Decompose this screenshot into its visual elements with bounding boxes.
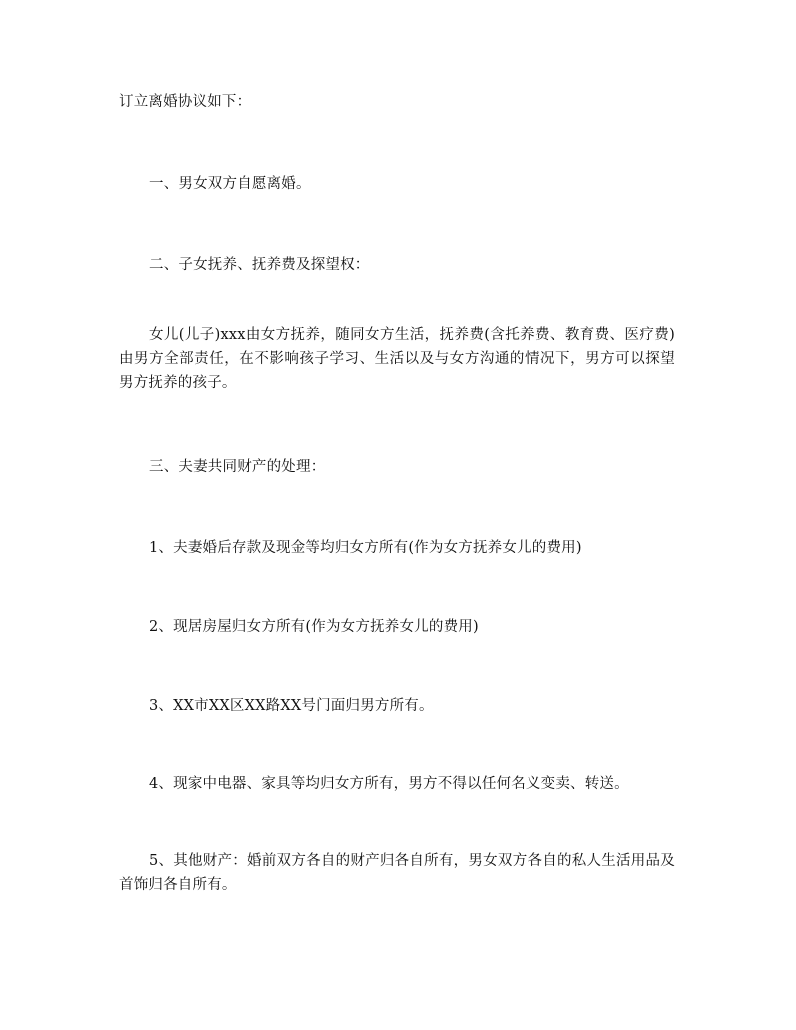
clause-3-heading: 三、夫妻共同财产的处理： <box>149 459 326 475</box>
clause-2-body: 女儿(儿子)xxx由女方抚养，随同女方生活，抚养费(含托养费、教育费、医疗费)由男方全部责任，在不影响孩子学习、生活以及与女方沟通的情况下，男方可以探望男方抚养的孩子。 <box>119 327 675 391</box>
clause-2-heading: 二、子女抚养、抚养费及探望权： <box>149 257 370 273</box>
property-item-3: 3、XX市XX区XX路XX号门面归男方所有。 <box>149 698 434 714</box>
property-item-4: 4、现家中电器、家具等均归女方所有，男方不得以任何名义变卖、转送。 <box>149 776 629 792</box>
intro-line: 订立离婚协议如下： <box>119 94 252 110</box>
property-item-1: 1、夫妻婚后存款及现金等均归女方所有(作为女方抚养女儿的费用) <box>149 540 582 556</box>
property-item-2: 2、现居房屋归女方所有(作为女方抚养女儿的费用) <box>149 619 479 635</box>
property-item-5: 5、其他财产：婚前双方各自的财产归各自所有，男女双方各自的私人生活用品及首饰归各自所有。 <box>119 853 675 893</box>
clause-1: 一、男女双方自愿离婚。 <box>149 176 311 192</box>
